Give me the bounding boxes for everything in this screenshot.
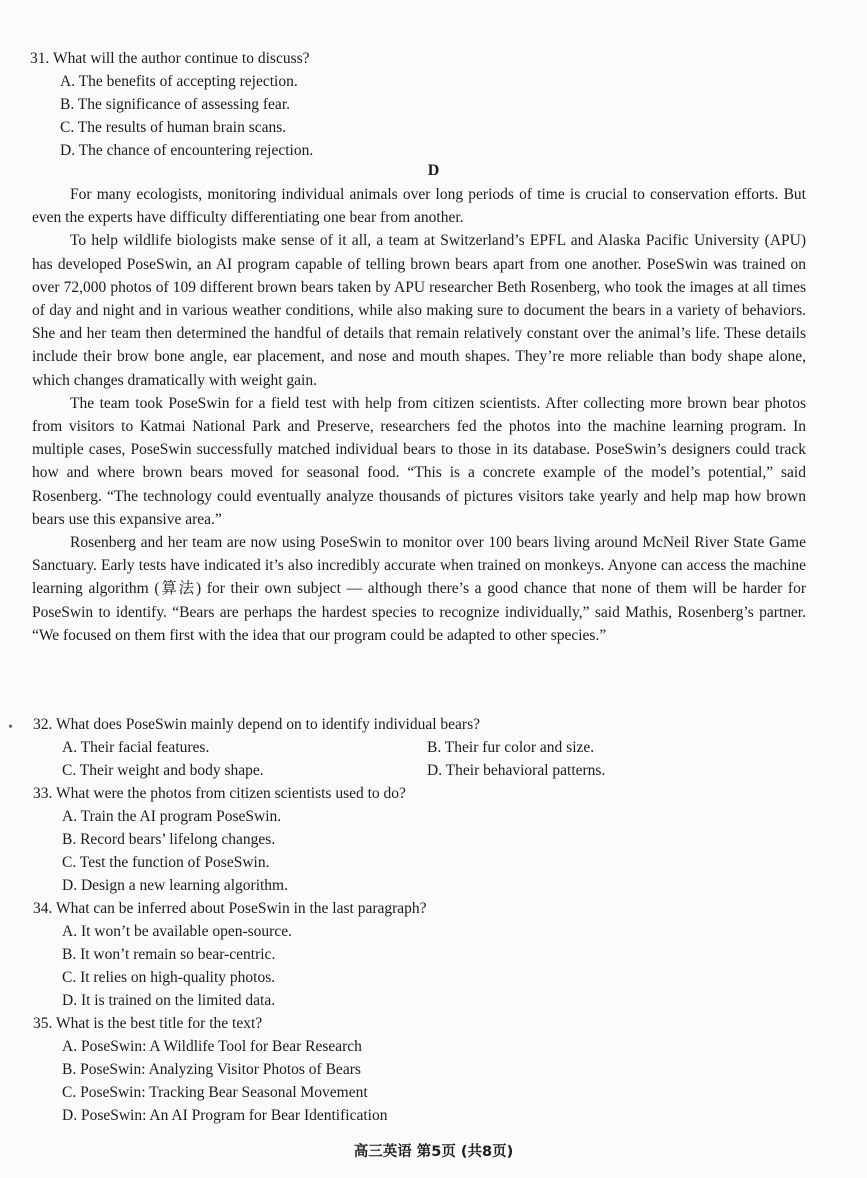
q34-stem: 34. What can be inferred about PoseSwin in the last paragraph? <box>33 900 427 917</box>
reading-passage <box>32 183 806 647</box>
passage-paragraph-4: Rosenberg and her team are now using PoseSwin to monitor over 100 bears living around McNeil River State Game Sanctuary. Early tests have indicated it’s also incredibly accurate when trained on monkeys. Anyone can access the machine learning algorithm (算法) for their own subject — although there’s a good chance that none of them will be harder for PoseSwin to identify. “Bears are perhaps the hardest species to recognize individually,” said Mathis, Rosenberg’s partner. “We focused on them first with the idea that our program could be adapted to other species.” <box>32 534 806 644</box>
q35-stem: 35. What is the best title for the text? <box>33 1015 263 1032</box>
q32-option-a: A. Their facial features. <box>62 739 210 756</box>
q35-option-c: C. PoseSwin: Tracking Bear Seasonal Movement <box>62 1084 368 1101</box>
passage-paragraph-1: For many ecologists, monitoring individual animals over long periods of time is crucial to conservation efforts. But even the experts have difficulty differentiating one bear from another. <box>32 186 806 227</box>
q35-option-d: D. PoseSwin: An AI Program for Bear Identification <box>62 1107 388 1124</box>
q32-option-b: B. Their fur color and size. <box>427 739 595 756</box>
q35-option-a: A. PoseSwin: A Wildlife Tool for Bear Research <box>62 1038 362 1055</box>
margin-mark: • <box>8 720 13 735</box>
q31-stem: 31. What will the author continue to discuss? <box>30 50 310 67</box>
q34-option-b: B. It won’t remain so bear-centric. <box>62 946 276 963</box>
q33-option-a: A. Train the AI program PoseSwin. <box>62 808 282 825</box>
section-label: D <box>427 162 440 179</box>
q31-option-a: A. The benefits of accepting rejection. <box>60 73 298 90</box>
q34-option-a: A. It won’t be available open-source. <box>62 923 292 940</box>
q34-option-c: C. It relies on high-quality photos. <box>62 969 276 986</box>
q32-option-d: D. Their behavioral patterns. <box>427 762 606 779</box>
q33-option-b: B. Record bears’ lifelong changes. <box>62 831 276 848</box>
q31-option-b: B. The significance of assessing fear. <box>60 96 290 113</box>
page-footer: 高三英语 第5页 (共8页) <box>353 1144 514 1160</box>
q33-option-d: D. Design a new learning algorithm. <box>62 877 288 894</box>
q34-option-d: D. It is trained on the limited data. <box>62 992 276 1009</box>
passage-paragraph-2: To help wildlife biologists make sense of it all, a team at Switzerland’s EPFL and Alaska Pacific University (APU) has developed PoseSwin, an AI program capable of telling brown bears apart from one another. PoseSwin was trained on over 72,000 photos of 109 different brown bears taken by APU researcher Beth Rosenberg, who took the images at all times of day and night and in various weather conditions, while also making sure to document the bears in a variety of behaviors. She and her team then determined the handful of details that remain relatively constant over the animal’s life. These details include their brow bone angle, ear placement, and nose and mouth shapes. They’re more reliable than body shape alone, which changes dramatically with weight gain. <box>32 232 806 389</box>
q35-option-b: B. PoseSwin: Analyzing Visitor Photos of Bears <box>62 1061 361 1078</box>
q33-stem: 33. What were the photos from citizen scientists used to do? <box>33 785 406 802</box>
q32-option-c: C. Their weight and body shape. <box>62 762 264 779</box>
q31-option-c: C. The results of human brain scans. <box>60 119 287 136</box>
q31-option-d: D. The chance of encountering rejection. <box>60 142 314 159</box>
q33-option-c: C. Test the function of PoseSwin. <box>62 854 270 871</box>
q32-stem: 32. What does PoseSwin mainly depend on to identify individual bears? <box>33 716 480 733</box>
passage-paragraph-3: The team took PoseSwin for a field test with help from citizen scientists. After collecting more brown bear photos from visitors to Katmai National Park and Preserve, researchers fed the photos into the machine learning program. In multiple cases, PoseSwin successfully matched individual bears to those in its database. PoseSwin’s designers could track how and where brown bears moved for seasonal food. “This is a concrete example of the model’s potential,” said Rosenberg. “The technology could eventually analyze thousands of pictures visitors take yearly and help map how brown bears use this expansive area.” <box>32 394 806 528</box>
